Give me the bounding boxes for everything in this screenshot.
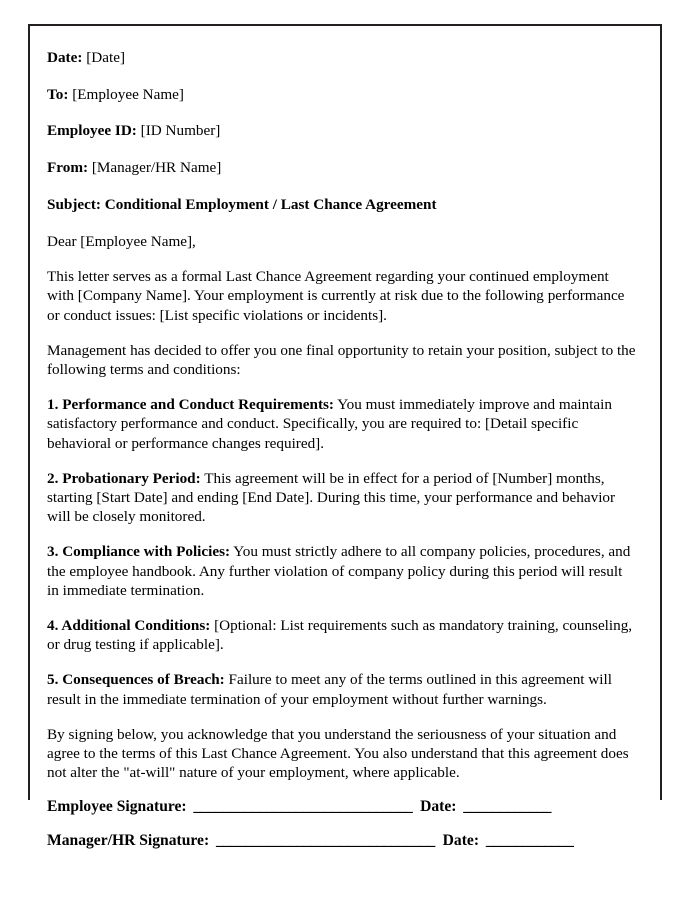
- clause-performance-and-conduct: [47, 395, 636, 453]
- manager-signature-blank[interactable]: ______________________________: [209, 832, 435, 850]
- field-to-value: [Employee Name]: [68, 85, 184, 103]
- clause-1-text: You must immediately improve and maintain satisfactory performance and conduct. Specifically, you are required to: [Detail specific behavioral or performance changes required].: [47, 396, 612, 452]
- clause-consequences-of-breach: [47, 670, 636, 708]
- employee-date-blank[interactable]: ____________: [456, 798, 551, 816]
- clause-1-heading: 1. Performance and Conduct Requirements:: [47, 396, 334, 414]
- field-employee-id-value: [ID Number]: [136, 122, 221, 140]
- field-from-value: [Manager/HR Name]: [88, 159, 222, 177]
- offer-paragraph: Management has decided to offer you one final opportunity to retain your position, subject to the following terms and conditions:: [47, 341, 636, 379]
- clause-4-heading: 4. Additional Conditions:: [47, 617, 211, 635]
- field-employee-id: [47, 121, 636, 140]
- field-employee-id-label: Employee ID:: [47, 122, 137, 140]
- salutation: Dear [Employee Name],: [47, 233, 196, 251]
- clause-5-heading: 5. Consequences of Breach:: [47, 671, 225, 689]
- manager-date-label: Date:: [434, 832, 480, 850]
- clause-compliance-with-policies: [47, 542, 636, 600]
- clause-2-heading: 2. Probationary Period:: [47, 469, 201, 487]
- clause-3-text: You must strictly adhere to all company policies, procedures, and the employee handbook. Any further violation of company policy during this period will result in immediate termination.: [47, 543, 631, 599]
- clause-2-text: This agreement will be in effect for a period of [Number] months, starting [Start Date] and ending [End Date]. During this time, your performance and behavior will be closely monitored.: [47, 469, 616, 526]
- field-date-value: [Date]: [82, 49, 126, 66]
- document-sheet: [28, 24, 662, 850]
- field-date: [47, 48, 636, 67]
- field-to: [47, 85, 636, 104]
- manager-date-blank[interactable]: ____________: [479, 832, 574, 850]
- intro-paragraph: This letter serves as a formal Last Chance Agreement regarding your continued employment with [Company Name]. Your employment is currently at risk due to the following performance or conduct issues: [List specific violations or incidents].: [47, 268, 625, 324]
- subject-line: Subject: Conditional Employment / Last Chance Agreement: [47, 195, 437, 213]
- acknowledgement-paragraph: By signing below, you acknowledge that you understand the seriousness of your situation and agree to the terms of this Last Chance Agreement. You also understand that this agreement does not alter the "at-will" nature of your employment, where applicable.: [47, 725, 629, 782]
- manager-signature-line: [47, 831, 636, 851]
- clause-5-text: Failure to meet any of the terms outlined in this agreement will result in the immediate termination of your employment without further warnings.: [47, 671, 612, 708]
- field-from-label: From:: [47, 159, 89, 177]
- employee-signature-blank[interactable]: ______________________________: [186, 798, 413, 816]
- clause-probationary-period: [47, 469, 636, 527]
- employee-signature-line: [47, 797, 636, 817]
- field-to-label: To:: [47, 85, 69, 103]
- manager-signature-label: Manager/HR Signature:: [47, 832, 210, 850]
- clause-3-heading: 3. Compliance with Policies:: [47, 543, 231, 561]
- field-date-label: Date:: [47, 49, 83, 66]
- employee-signature-label: Employee Signature:: [47, 798, 187, 816]
- document-body: [30, 26, 664, 851]
- clause-additional-conditions: [47, 616, 636, 654]
- clause-4-text: [Optional: List requirements such as mandatory training, counseling, or drug testing if applicable].: [47, 617, 633, 654]
- employee-date-label: Date:: [412, 798, 457, 816]
- field-from: [47, 158, 636, 177]
